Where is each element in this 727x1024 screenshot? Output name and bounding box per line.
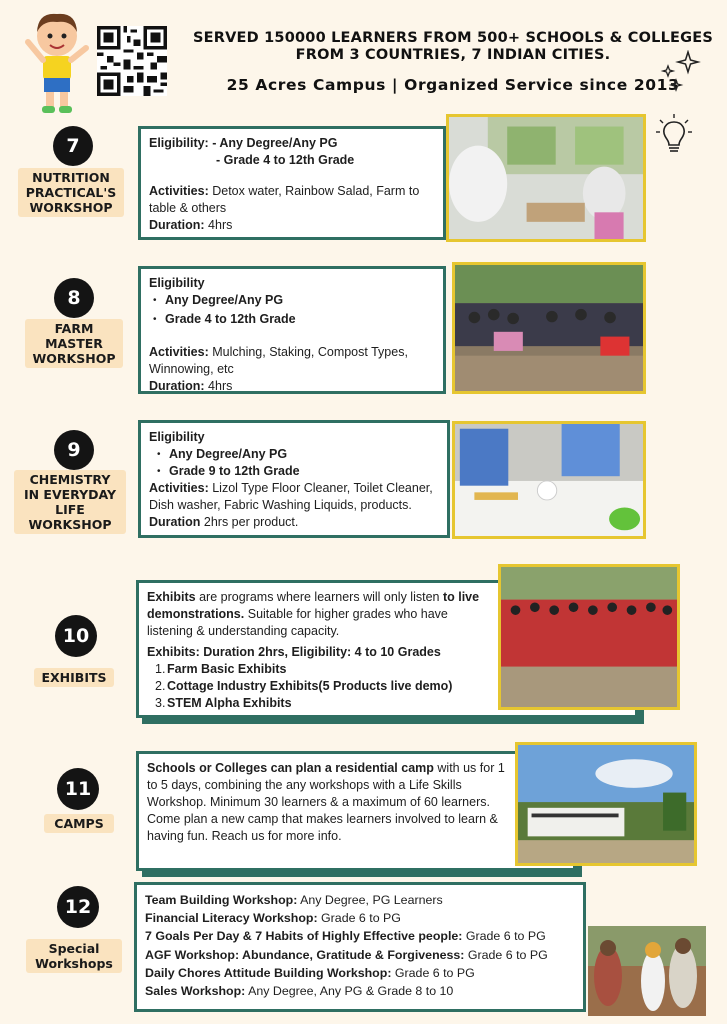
header-stats-line1: SERVED 150000 LEARNERS FROM 500+ SCHOOLS & COLLEGES [193,30,713,46]
section-label-special-workshops [26,939,122,973]
label-line: NUTRITION [32,170,110,185]
chemistry-workshop-photo [452,421,646,539]
intro-text: Suitable for higher grades who have listening & understanding capacity. [147,607,448,638]
list-text: STEM Alpha Exhibits [167,696,292,710]
eligibility-row [149,275,435,292]
eligibility-title: Eligibility [149,276,205,290]
lightbulb-icon [656,114,692,158]
eligibility-title: Eligibility [149,430,205,444]
duration-row [149,217,435,234]
workshop-row [145,909,575,927]
section-label-exhibits [34,668,114,687]
nutrition-workshop-card [138,126,446,240]
eligibility-title: Eligibility: [149,136,209,150]
intro-text: are programs where learners will only listen [199,590,440,604]
eligibility-text: Grade 4 to 12th Grade [165,312,296,326]
eligibility-text: Any Degree/Any PG [165,293,284,307]
nutrition-workshop-photo [446,114,646,242]
camps-text [147,760,509,845]
label-line: CHEMISTRY [29,472,111,487]
section-label-camps [44,814,114,833]
activities-title: Activities: [149,345,209,359]
section-number-8: 8 [54,278,94,318]
label-line: WORKSHOP [28,517,112,532]
eligibility-item: - Any Degree/Any PG [212,136,338,150]
exhibits-intro [147,589,487,640]
workshop-name: Daily Chores Attitude Building Workshop: [145,965,392,980]
label-line: Workshops [35,956,113,971]
eligibility-row [149,152,435,169]
duration-title: Duration: [149,218,205,232]
duration-text: 2hrs per product. [203,515,299,529]
duration-title: Duration: [149,379,205,393]
eligibility-text: Any Degree/Any PG [169,447,288,461]
section-number-11: 11 [57,768,99,810]
activities-row [149,344,435,378]
chemistry-workshop-card [138,420,450,538]
section-label-farm-master [25,319,123,368]
label-line: EXHIBITS [41,670,107,685]
workshop-name: AGF Workshop: Abundance, Gratitude & Forgiveness: [145,947,465,962]
list-number: 2. [155,679,166,693]
intro-bold: to live demonstrations. [147,590,480,621]
sparkle-icon [660,50,704,94]
workshop-row [145,982,575,1000]
section-number-10: 10 [55,615,97,657]
section-label-chemistry [14,470,126,534]
duration-text: 4hrs [208,379,233,393]
label-line: FARM [54,321,94,336]
exhibits-photo [498,564,680,710]
label-line: PRACTICAL'S [25,185,117,200]
camps-card [136,751,576,871]
section-number-9: 9 [54,430,94,470]
list-number: 1. [155,662,166,676]
eligibility-row [149,135,435,152]
activities-text: Detox water, Rainbow Salad, Farm to table & others [149,184,420,215]
eligibility-row [149,429,439,446]
camps-bold: Schools or Colleges can plan a residential camp [147,761,434,775]
header-campus-line: 25 Acres Campus | Organized Service since 2013 [226,76,680,94]
activities-row [149,480,439,531]
workshop-row [145,946,575,964]
label-line: IN EVERYDAY [23,487,117,502]
activities-text: Lizol Type Floor Cleaner, Toilet Cleaner, Dish washer, Fabric Washing Liquids, products. [149,481,433,512]
farm-master-workshop-photo [452,262,646,394]
list-number: 3. [155,696,166,710]
intro-bold: Exhibits [147,590,196,604]
workshop-name: Financial Literacy Workshop: [145,911,318,926]
special-workshops-photo [588,926,706,1016]
label-line: MASTER [45,336,103,351]
farm-master-workshop-card [138,266,446,394]
workshop-eligibility: Any Degree, PG Learners [300,893,443,907]
workshop-eligibility: Grade 6 to PG [394,965,475,980]
duration-title: Duration [149,515,201,529]
eligibility-item [153,292,435,309]
list-text: Cottage Industry Exhibits(5 Products live demo) [167,679,453,693]
summary-text: Exhibits: Duration 2hrs, Eligibility: 4 to 10 Grades [147,645,441,659]
workshop-row [145,891,575,909]
activities-text: Mulching, Staking, Compost Types, Winnowing, etc [149,345,408,376]
section-number-12: 12 [57,886,99,928]
duration-row [149,378,435,395]
qr-code-icon[interactable] [97,26,167,96]
header-banner [188,30,718,94]
label-line: Special [48,941,100,956]
workshop-name: 7 Goals Per Day & 7 Habits of Highly Effective people: [145,929,463,944]
workshop-name: Sales Workshop: [145,984,246,999]
camps-photo [515,742,697,866]
eligibility-item: - Grade 4 to 12th Grade [216,153,355,167]
workshop-row [145,927,575,945]
label-line: LIFE [55,502,85,517]
label-line: CAMPS [54,816,104,831]
label-line: WORKSHOP [32,351,116,366]
activities-row [149,183,435,217]
eligibility-text: Grade 9 to 12th Grade [169,464,300,478]
duration-text: 4hrs [208,218,233,232]
workshop-row [145,964,575,982]
eligibility-item [153,311,435,328]
activities-title: Activities: [149,481,209,495]
label-line: WORKSHOP [29,200,113,215]
cartoon-kid-illustration [24,8,90,116]
workshop-name: Team Building Workshop: [145,893,298,907]
section-label-nutrition [18,168,124,217]
workshop-eligibility: Grade 6 to PG [321,911,401,926]
activities-title: Activities: [149,184,209,198]
workshop-eligibility: Grade 6 to PG [465,929,546,944]
camps-body: with us for 1 to 5 days, combining the any workshops with a Life Skills Workshop. Minimum 30 learners & a maximum of 60 learners. Come plan a new camp that makes learners involved to learn & having fun. Reach us for more info. [147,761,505,843]
eligibility-item [157,446,439,463]
eligibility-item [157,463,439,480]
list-text: Farm Basic Exhibits [167,662,287,676]
section-number-7: 7 [53,126,93,166]
special-workshops-card [134,882,586,1012]
workshop-eligibility: Grade 6 to PG [467,947,548,962]
header-stats-line1b: FROM 3 COUNTRIES, 7 INDIAN CITIES. [295,47,611,63]
workshop-eligibility: Any Degree, Any PG & Grade 8 to 10 [248,984,454,999]
